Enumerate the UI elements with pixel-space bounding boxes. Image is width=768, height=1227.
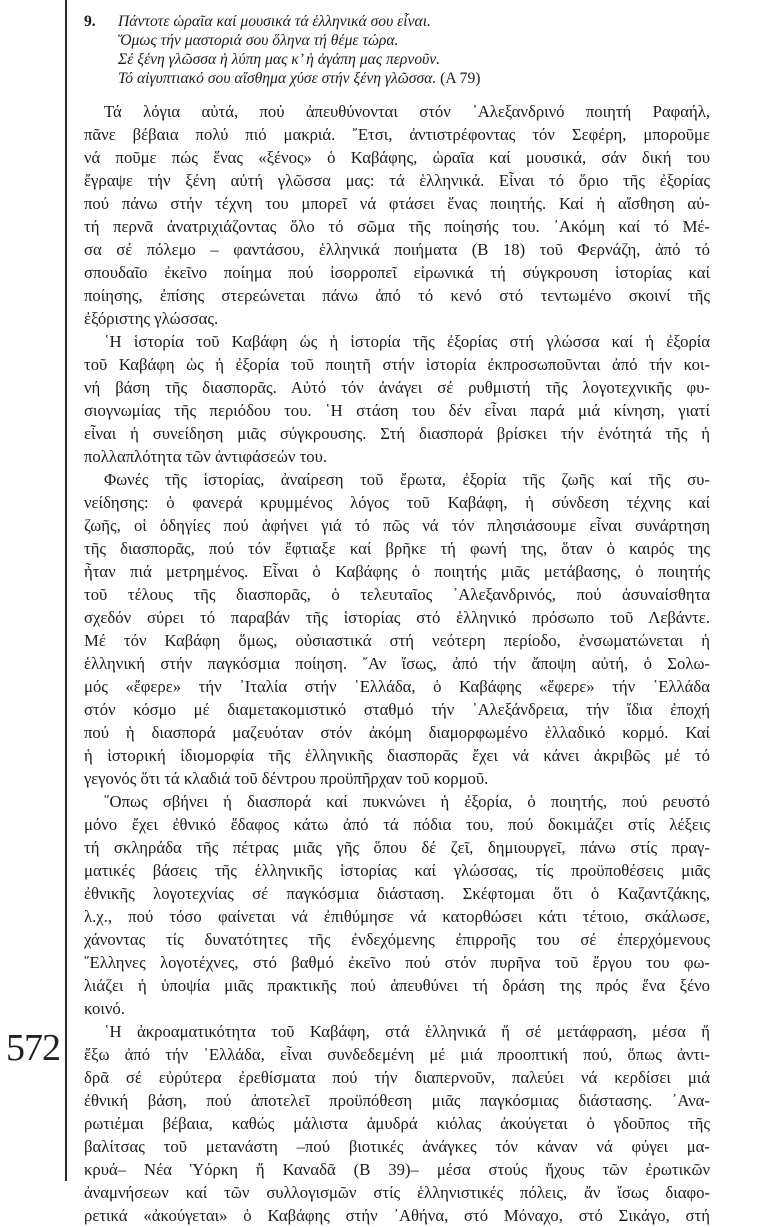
text-line: ἐξόριστης γλώσσας. <box>84 309 219 328</box>
text-line: γεγονός ὅτι τά κλαδιά τοῦ δέντρου προϋπῆρχαν τοῦ κορμοῦ. <box>84 769 489 788</box>
text-line: ἔξω ἀπό τήν ῾Ελλάδα, εἶναι συνδεδεμένη μέ μιά προοπτική πού, ὅπως ἀντι- <box>84 1045 710 1064</box>
text-line: σχεδόν σύρει τό παραβάν τῆς ἱστορίας στό ἑλληνικό πρόσωπο τοῦ Λεβάντε. <box>84 608 710 627</box>
text-line: τοῦ τέλους τῆς διασπορᾶς, ὁ τελευταῖος ᾿Αλεξανδρινός, πού ἀσυναίσθητα <box>84 585 710 604</box>
text-line: νή βάση τῆς διασπορᾶς. Αὐτό τόν ἀνάγει σέ ρυθμιστή τῆς λογοτεχνικῆς φυ- <box>84 378 710 397</box>
poem-line: Τό αἰγυπτιακό σου αἴσθημα χύσε στήν ξένη γλῶσσα. (Α 79) <box>118 70 481 87</box>
text-line: τή περνᾶ ἀνατριχιάζοντας ὅλο τό σῶμα τῆς ποίησής του. ᾿Ακόμη καί τό Μέ- <box>84 217 710 236</box>
text-line: νά ποῦμε πώς ἕνας «ξένος» ὁ Καβάφης, ὡραῖα καί μουσικά, σάν δική του <box>84 148 710 167</box>
page-number: 572 <box>6 1027 60 1069</box>
text-line: ματικές βάσεις τῆς ἑλληνικῆς ἱστορίας καί γλώσσας, τίς προϋποθέσεις μιᾶς <box>84 861 710 880</box>
text-line: ἔγραψε τήν ξένη αὐτή γλῶσσα μας: τά ἑλληνικά. Εἶναι τό ὅριο τῆς ἐξορίας <box>84 171 710 190</box>
text-line: εἶναι ἡ συνείδηση μιᾶς σύγκρουσης. Στή διασπορά βρίσκει τήν ἑνότητά τῆς ἡ <box>84 424 710 443</box>
text-line: δρᾶ σέ εὐρύτερα ἐρεθίσματα πού τήν διαπερνοῦν, παλεύει νά κερδίσει μιά <box>84 1068 710 1087</box>
poem-line: 9. Πάντοτε ὡραῖα καί μουσικά τά ἑλληνικά σου εἶναι. <box>84 13 431 30</box>
body-text <box>84 100 710 1227</box>
paragraph <box>84 100 710 330</box>
text-line: ἐθνικῆς λογοτεχνίας σέ παγκόσμια διάσταση. Σκέφτομαι ὅτι ὁ Καζαντζάκης, <box>84 884 710 903</box>
margin-rule <box>65 0 67 1181</box>
poem-number: 9. <box>84 13 96 30</box>
text-column <box>84 12 710 1227</box>
poem-quote <box>84 12 710 88</box>
text-line: κοινό. <box>84 999 125 1018</box>
text-line: στόν κόσμο μέ διαμετακομιστικό σταθμό τήν ᾿Αλεξάνδρεια, τήν ἴδια ἐποχή <box>84 700 710 719</box>
poem-reference: (Α 79) <box>440 70 481 87</box>
text-line: λ.χ., πού τόσο φαίνεται νά ἐπιθύμησε νά κατορθώσει κάτι τέτοιο, σκάλωσε, <box>84 907 710 926</box>
text-line: τή σκληράδα τῆς πέτρας μιᾶς γῆς ὅπου δέ ζεῖ, δημιουργεῖ, πάνω στίς πραγ- <box>84 838 710 857</box>
text-line: ζωῆς, οἱ ὁδηγίες πού ἀφήνει γιά τό πῶς νά τόν πλησιάσουμε εἶναι συνάρτηση <box>84 516 710 535</box>
text-line: πολλαπλότητα τῶν ἀντιφάσεών του. <box>84 447 328 466</box>
text-line: Φωνές τῆς ἱστορίας, ἀναίρεση τοῦ ἔρωτα, ἐξορία τῆς ζωῆς καί τῆς συ- <box>104 470 710 489</box>
text-line: πού πάνω στήν τέχνη του μπορεῖ νά φτάσει ἕνας ποιητής. Καί ἡ αἴσθηση αὐ- <box>84 194 710 213</box>
text-line: τοῦ Καβάφη ὡς ἡ ἐξορία τοῦ ποιητῆ στήν ἱστορία ἐκπροσωποῦνται ἀπό τήν κοι- <box>84 355 710 374</box>
text-line: ρετικά «ἀκούγεται» ὁ Καβάφης στήν ᾿Αθήνα, στό Μόναχο, στό Σικάγο, στή <box>84 1206 710 1225</box>
text-line: Τά λόγια αὐτά, πού ἀπευθύνονται στόν ᾿Αλεξανδρινό ποιητή Ραφαήλ, <box>104 102 710 121</box>
text-line: ἀναμνήσεων καί τῶν συλλογισμῶν στίς ἑλληνιστικές πόλεις, ἄν ἴσως διαφο- <box>84 1183 710 1202</box>
text-line: σπουδαῖο ἐκεῖνο ποίημα πού ἰσορροπεῖ εἰρωνικά τή σύγκρουση ἱστορίας καί <box>84 263 710 282</box>
text-line: ποίησης, ἐπίσης στερεώνεται πάνω ἀπό τό κενό στό τεντωμένο σκοινί τῆς <box>84 286 710 305</box>
text-line: ἐθνική βάση, πού ἀποτελεῖ προϋπόθεση μιᾶς παγκόσμιας διάστασης. ᾿Ανα- <box>84 1091 710 1110</box>
text-line: πού ἡ διασπορά μαζευόταν στόν ἀκόμη διαμορφωμένο ἑλλαδικό κορμό. Καί <box>84 723 710 742</box>
text-line: ῾Η ἱστορία τοῦ Καβάφη ὡς ἡ ἱστορία τῆς ἐξορίας στή γλώσσα καί ἡ ἐξορία <box>104 332 710 351</box>
text-line: ἡ ἱστορική ἰδιομορφία τῆς ἑλληνικῆς διασπορᾶς ἔχει νά κάνει ἀκριβῶς μέ τό <box>84 746 710 765</box>
poem-line: Σέ ξένη γλῶσσα ἡ λύπη μας κ’ ἡ ἀγάπη μας περνοῦν. <box>118 51 441 68</box>
paragraph <box>84 330 710 468</box>
text-line: Μέ τόν Καβάφη ὅμως, οὐσιαστικά στή νεότερη περίοδο, ἐνσωματώνεται ἡ <box>84 631 710 650</box>
paragraph <box>84 468 710 790</box>
text-line: ρωτιέμαι βέβαια, καθώς μάλιστα ἀμυδρά κιόλας ἀκούγεται ὁ γδοῦπος τῆς <box>84 1114 710 1133</box>
paragraph <box>84 1020 710 1227</box>
text-line: βαλίτσας τοῦ μετανάστη –πού βιοτικές ἀνάγκες τόν κάναν νά φύγει μα- <box>84 1137 710 1156</box>
text-line: ἑλληνική στήν παγκόσμια ποίηση. ῎Αν ἴσως, ἀπό τήν ἄποψη αὐτή, ὁ Σολω- <box>84 654 710 673</box>
text-line: νείδησης: ὁ φανερά κρυμμένος λόγος τοῦ Καβάφη, ἡ σύνδεση τέχνης καί <box>84 493 710 512</box>
text-line: χάνοντας τίς δυνατότητες τῆς ἐνδεχόμενης ἐπιρροῆς του σέ ἐπερχόμενους <box>84 930 710 949</box>
text-line: ἦταν πιά μετρημένος. Εἶναι ὁ Καβάφης ὁ ποιητής μιᾶς μετάβασης, ὁ ποιητής <box>84 562 710 581</box>
text-line: πᾶνε βέβαια πολύ πιό μακριά. ῎Ετσι, ἀντιστρέφοντας τόν Σεφέρη, μποροῦμε <box>84 125 710 144</box>
text-line: ῞Ελληνες λογοτέχνες, στό βαθμό ἐκεῖνο πού στόν πυρῆνα τοῦ ἔργου του φω- <box>84 953 710 972</box>
text-line: μόνο ἔχει ἐθνικό ἔδαφος κάτω ἀπό τά πόδια του, πού δοκιμάζει στίς λέξεις <box>84 815 710 834</box>
poem-line: Ὅμως τήν μαστοριά σου ὅληνα τή θέμε τώρα. <box>118 32 399 49</box>
text-line: ῾Η ἀκροαματικότητα τοῦ Καβάφη, στά ἑλληνικά ἤ σέ μετάφραση, μέσα ἤ <box>104 1022 710 1041</box>
paragraph <box>84 790 710 1020</box>
text-line: κρυά– Νέα Ὑόρκη ἤ Καναδᾶ (Β 39)– μέσα στούς ἤχους τῶν ἐρωτικῶν <box>84 1160 710 1179</box>
text-line: λιάζει ἡ ὑποψία μιᾶς πρακτικῆς πού ἀπευθύνει τή δράση της πρός ἕνα ξένο <box>84 976 710 995</box>
text-line: ῞Οπως σβήνει ἡ διασπορά καί πυκνώνει ἡ ἐξορία, ὁ ποιητής, πού ρευστό <box>104 792 710 811</box>
text-line: σιογνωμίας τῆς περιόδου του. ῾Η στάση του δέν εἶναι παρά μιά κίνηση, γιατί <box>84 401 710 420</box>
text-line: τῆς διασπορᾶς, πού τόν ἔφτιαξε καί βρῆκε τή φωνή της, ὅταν ὁ καιρός της <box>84 539 710 558</box>
text-line: σα σέ πόλεμο – φαντάσου, ἑλληνικά ποιήματα (Β 18) τοῦ Φερνάζη, ἀπό τό <box>84 240 710 259</box>
text-line: μός «ἔφερε» τήν ᾿Ιταλία στήν ῾Ελλάδα, ὁ Καβάφης «ἔφερε» τήν ῾Ελλάδα <box>84 677 710 696</box>
